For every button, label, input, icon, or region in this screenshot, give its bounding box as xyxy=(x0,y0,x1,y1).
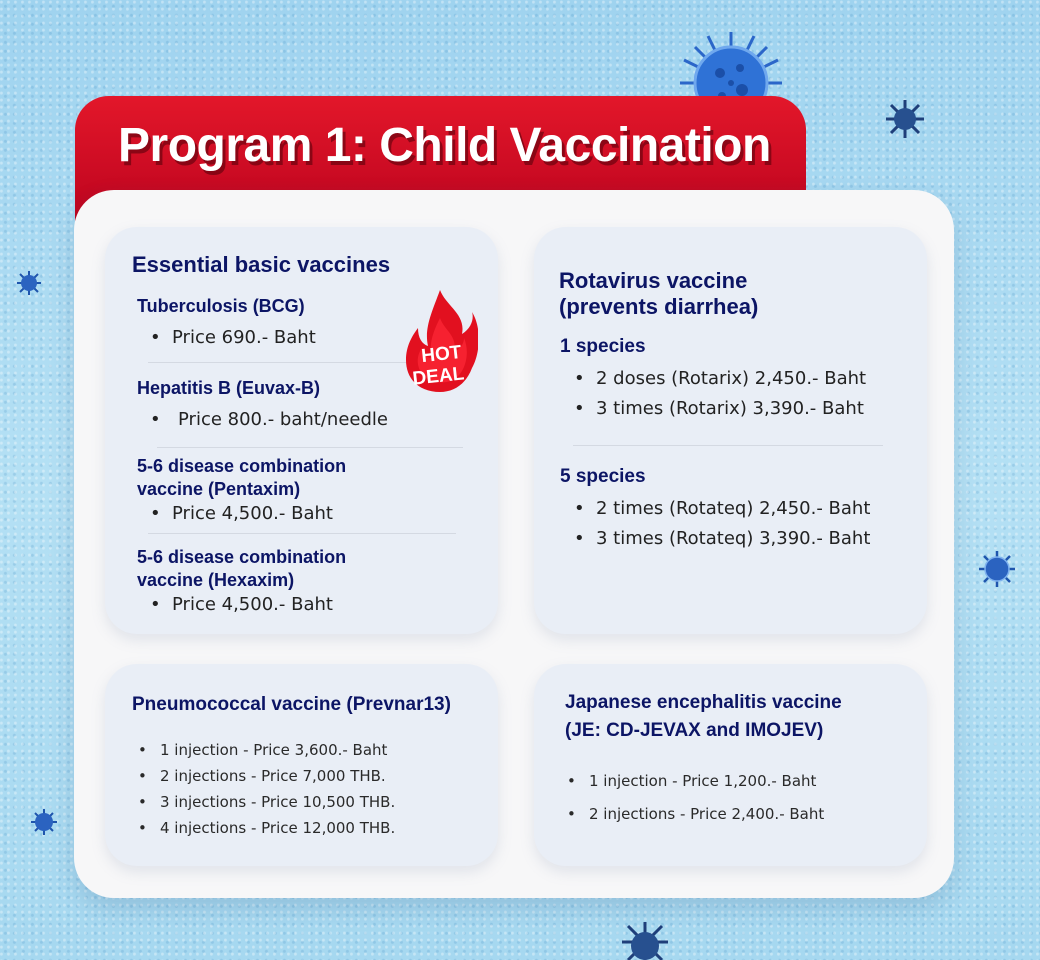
rotavirus-group-label: 1 species xyxy=(560,336,646,357)
essential-heading: Essential basic vaccines xyxy=(132,252,391,277)
virus-icon-bottom xyxy=(614,920,676,960)
vaccine-name-pentaxim-line2: vaccine (Pentaxim) xyxy=(137,479,301,499)
hot-deal-line2: DEAL xyxy=(411,363,466,390)
rotavirus-item: • 2 doses (Rotarix) 2,450.- Baht xyxy=(574,368,866,389)
vaccine-name-hexaxim-line2: vaccine (Hexaxim) xyxy=(137,570,295,590)
pneumococcal-item: • 4 injections - Price 12,000 THB. xyxy=(138,819,395,837)
virus-icon-right xyxy=(978,550,1016,588)
rotavirus-heading-line2: (prevents diarrhea) xyxy=(559,294,759,319)
vaccine-price-bcg: • Price 690.- Baht xyxy=(150,327,316,348)
japanese-heading-line2: (JE: CD-JEVAX and IMOJEV) xyxy=(565,720,824,741)
japanese-heading-line1: Japanese encephalitis vaccine xyxy=(565,692,842,713)
page-title: Program 1: Child Vaccination xyxy=(118,119,771,172)
vaccine-name-pentaxim-line1: 5-6 disease combination xyxy=(137,456,347,476)
pneumococcal-item: • 3 injections - Price 10,500 THB. xyxy=(138,793,395,811)
vaccine-price-hexaxim: • Price 4,500.- Baht xyxy=(150,594,333,615)
vaccine-price-hepatitis-b: • Price 800.- baht/needle xyxy=(150,409,388,430)
japanese-item: • 1 injection - Price 1,200.- Baht xyxy=(567,772,816,790)
pneumococcal-item: • 2 injections - Price 7,000 THB. xyxy=(138,767,386,785)
hot-deal-line1: HOT xyxy=(420,341,463,368)
virus-icon-left xyxy=(16,270,42,296)
hot-deal-flame-icon xyxy=(402,288,478,394)
pneumococcal-heading: Pneumococcal vaccine (Prevnar13) xyxy=(132,694,451,715)
vaccine-name-hexaxim-line1: 5-6 disease combination xyxy=(137,547,347,567)
rotavirus-item: • 3 times (Rotarix) 3,390.- Baht xyxy=(574,398,864,419)
rotavirus-group-label: 5 species xyxy=(560,466,646,487)
vaccine-name-hepatitis-b: Hepatitis B (Euvax-B) xyxy=(137,378,321,398)
pneumococcal-item: • 1 injection - Price 3,600.- Baht xyxy=(138,741,387,759)
rotavirus-item: • 2 times (Rotateq) 2,450.- Baht xyxy=(574,498,870,519)
virus-icon-bottom-left xyxy=(30,808,58,836)
virus-icon-top-right xyxy=(884,98,926,140)
vaccine-price-pentaxim: • Price 4,500.- Baht xyxy=(150,503,333,524)
vaccine-name-bcg: Tuberculosis (BCG) xyxy=(137,296,305,316)
divider xyxy=(148,533,456,534)
divider xyxy=(573,445,883,446)
rotavirus-heading-line1: Rotavirus vaccine xyxy=(559,268,748,293)
rotavirus-item: • 3 times (Rotateq) 3,390.- Baht xyxy=(574,528,870,549)
japanese-item: • 2 injections - Price 2,400.- Baht xyxy=(567,805,824,823)
divider xyxy=(148,362,416,363)
divider xyxy=(157,447,463,448)
